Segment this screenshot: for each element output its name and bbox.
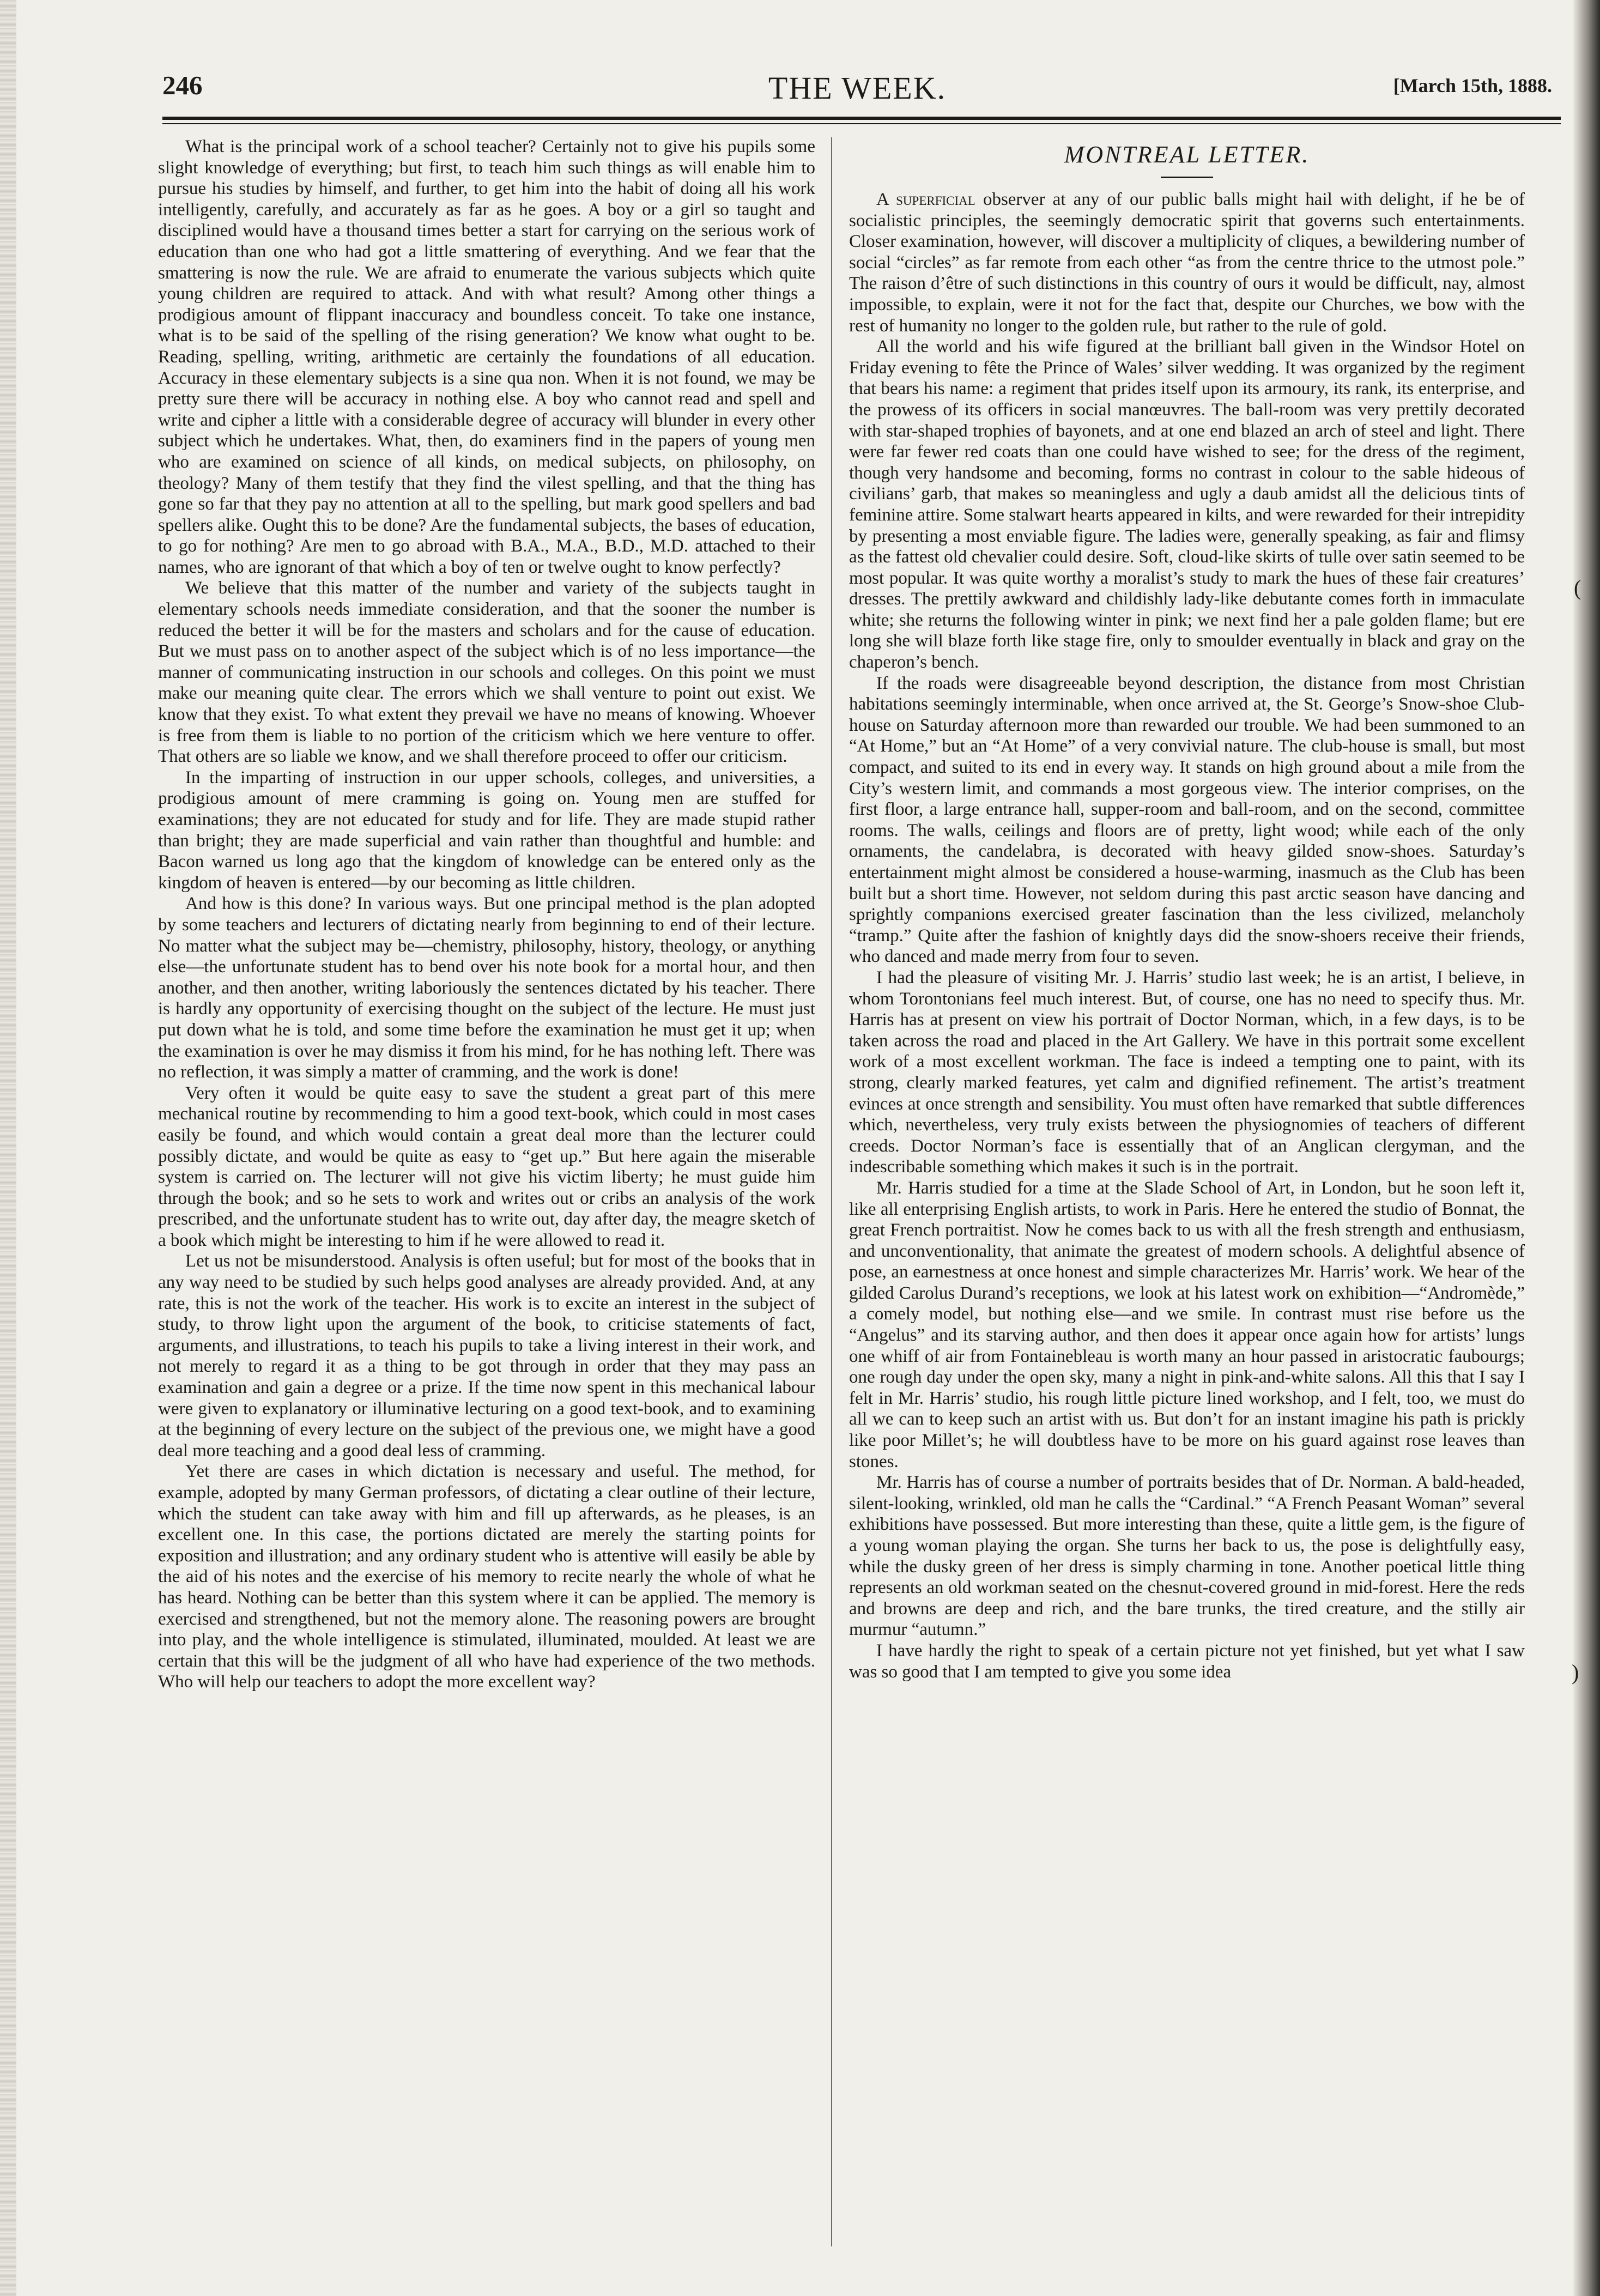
paragraph: We believe that this matter of the number and variety of the subjects taught in elementary schools needs immediate consideration, and that the sooner the number is reduced the better it will be for the masters and scholars and for the cause of education. But we must pass on to another aspect of the subject which is of no less importance—the manner of communicating instruction in our schools and colleges. On this point we must make our meaning quite clear. The errors which we shall venture to point out exist. We know that they exist. To what extent they prevail we have no means of knowing. Whoever is free from them is liable to no portion of the criticism which we here venture to offer. That others are so liable we know, and we shall therefore proceed to offer our criticism. (158, 578, 815, 767)
title-rule (1161, 177, 1213, 178)
section-title: MONTREAL LETTER. (1064, 141, 1310, 168)
margin-bracket-mark: ) (1572, 1660, 1579, 1685)
paragraph: Mr. Harris studied for a time at the Slade School of Art, in London, but he soon left it, like all enterprising English artists, to work in Paris. Here he entered the studio of Bonnat, the great French portraitist. Now he comes back to us with all the fresh strength and enthusiasm, and unconventionality, that animate the greatest of modern schools. A delightful absence of pose, an earnestness at once honest and simple characterizes Mr. Harris’ work. We hear of the gilded Carolus Durand’s receptions, we look at his latest work on exhibition—“Andromède,” a comely model, but nothing else—and we smile. In contrast must rise before us the “Angelus” and its starving author, and then does it appear once again how for artists’ lungs one whiff of air from Fontainebleau is worth many an hour passed in aristocratic faubourgs; one rough day under the open sky, many a night in pink-and-white salons. All this that I say I felt in Mr. Harris’ studio, his rough little picture lined workshop, and I felt, too, we must do all we can to keep such an artist with us. But don’t for an instant imagine his path is prickly like poor Millet’s; he will doubtless have to be more on his guard against rose leaves than stones. (849, 1178, 1525, 1471)
column-divider (831, 137, 832, 2246)
page-number: 246 (162, 70, 203, 100)
margin-bracket-mark: ( (1574, 575, 1581, 600)
paragraph-text: observer at any of our public balls might hail with delight, if he be of socialistic principles, the seemingly democratic spirit that governs such entertainments. Closer examination, however, will discover a multiplicity of cliques, a bewildering number of social “circles” as far remote from each other “as from the centre thrice to the utmost pole.” The raison d’être of such distinctions in this country of ours it would be difficult, nay, almost impossible, to explain, were it not for the fact that, despite our Churches, we bow with the rest of humanity no longer to the golden rule, but rather to the rule of gold. (849, 190, 1525, 336)
journal-title: THE WEEK. (768, 70, 947, 106)
running-head (162, 70, 1552, 108)
paragraph: What is the principal work of a school teacher? Certainly not to give his pupils some slight knowledge of everything; but first, to teach him such things as will enable him to pursue his studies by himself, and further, to get him into the habit of doing all his work intelligently, carefully, and accurately as far as he goes. A boy or a girl so taught and disciplined would have a thousand times better a start for carrying on the serious work of education than one who had got a little smattering of everything. And we fear that the smattering is now the rule. We are afraid to enumerate the various subjects which quite young children are required to attack. And with what result? Among other things a prodigious amount of flippant inaccuracy and boundless conceit. To take one instance, what is to be said of the spelling of the rising generation? We know what ought to be. Reading, spelling, writing, arithmetic are certainly the foundations of all education. Accuracy in these elementary subjects is a sine qua non. When it is not found, we may be pretty sure there will be accuracy in nothing else. A boy who cannot read and spell and write and cipher a little with a considerable degree of accuracy will blunder in every other subject which he undertakes. What, then, do examiners find in the papers of young men who are examined on science of all kinds, on medical subjects, on philosophy, on theology? Many of them testify that they find the vilest spelling, and that the thing has gone so far that they pay no attention at all to the spelling, but mark good spellers and bad spellers alike. Ought this to be done? Are the fundamental subjects, the bases of education, to go for nothing? Are men to go abroad with B.A., M.A., B.D., M.D. attached to their names, who are ignorant of that which a boy of ten or twelve ought to know perfectly? (158, 137, 815, 577)
paragraph: Mr. Harris has of course a number of portraits besides that of Dr. Norman. A bald-headed, silent-looking, wrinkled, old man he calls the “Cardinal.” “A French Peasant Woman” several exhibitions have possessed. But more interesting than these, quite a little gem, is the figure of a young woman playing the organ. She turns her back to us, the pose is delightfully easy, while the dusky green of her dress is simply charming in tone. Another poetical little thing represents an old workman seated on the chesnut-covered ground in mid-forest. Here the reds and browns are deep and rich, and the bare trunks, the tired creature, and the stilly air murmur “autumn.” (849, 1473, 1525, 1640)
paragraph: I had the pleasure of visiting Mr. J. Harris’ studio last week; he is an artist, I believe, in whom Torontonians feel much interest. But, of course, one has no need to specify thus. Mr. Harris has at present on view his portrait of Doctor Norman, which, in a few days, is to be taken across the road and placed in the Art Gallery. We have in this portrait some excellent work of a most excellent workman. The face is indeed a tempting one to paint, with its strong, clearly marked features, yet calm and dignified refinement. The artist’s treatment evinces at once strength and sensibility. You must often have remarked that subtle differences which, nevertheless, very truly exists between the physiognomies of teachers of different creeds. Doctor Norman’s face is essentially that of an Anglican clergyman, and the indescribable something which makes it such is in the portrait. (849, 967, 1525, 1177)
issue-date: [March 15th, 1888. (1393, 75, 1552, 96)
paragraph: Let us not be misunderstood. Analysis is often useful; but for most of the books that in any way need to be studied by such helps good analyses are already provided. And, at any rate, this is not the work of the teacher. His work is to excite an interest in the subject of study, to throw light upon the argument of the book, to criticise statements of fact, arguments, and illustrations, to teach his pupils to take a living interest in their work, and not merely to regard it as a thing to be got through in order that they may pass an examination and gain a degree or a prize. If the time now spent in this mechanical labour were given to explanatory or illuminative lecturing on a good text-book, and to examining at the beginning of every lecture on the subject of the previous one, we might have a good deal more teaching and a good deal less of cramming. (158, 1251, 815, 1461)
paragraph: Yet there are cases in which dictation is necessary and useful. The method, for example, adopted by many German professors, of dictating a clear outline of their lecture, which the student can take away with him and fill up afterwards, as he pleases, is an excellent one. In this case, the portions dictated are merely the starting points for exposition and illustration; and any ordinary student who is attentive will easily be able by the aid of his notes and the exercise of his memory to recite nearly the whole of what he has heard. Nothing can be better than this system where it can be applied. The memory is exercised and strengthened, but not the memory alone. The reasoning powers are brought into play, and the whole intelligence is stimulated, illuminated, moulded. At least we are certain that this will be the judgment of all who have had experience of the two methods. Who will help our teachers to adopt the more excellent way? (158, 1462, 815, 1692)
right-column (849, 136, 1525, 1682)
paragraph: I have hardly the right to speak of a certain picture not yet finished, but yet what I saw was so good that I am tempted to give you some idea (849, 1640, 1525, 1682)
page-edge-left (0, 0, 16, 2296)
paragraph (849, 189, 1525, 336)
header-rule (162, 117, 1561, 120)
left-column (158, 136, 815, 1693)
header-rule-thin (162, 123, 1561, 124)
paragraph: In the imparting of instruction in our upper schools, colleges, and universities, a prodigious amount of mere cramming is going on. Young men are stuffed for examinations; they are not educated for study and for life. They are made stupid rather than bright; they are made superficial and vain rather than thoughtful and humble: and Bacon warned us long ago that the kingdom of knowledge can be entered only as the kingdom of heaven is entered—by our becoming as little children. (158, 767, 815, 893)
paragraph: All the world and his wife figured at the brilliant ball given in the Windsor Hotel on Friday evening to fête the Prince of Wales’ silver wedding. It was organized by the regiment that bears his name: a regiment that prides itself upon its armoury, its rank, its enterprise, and the prowess of its officers in social manœuvres. The ball-room was very prettily decorated with star-shaped trophies of bayonets, and at one end blazed an arch of steel and light. There were far fewer red coats than one could have wished to see; for the dress of the regiment, though very handsome and becoming, forms no contrast in colour to the sable hideous of civilians’ garb, that makes so meaningless and ugly a daub amidst all the delicious tints of feminine attire. Some stalwart hearts appeared in kilts, and were rewarded for their intrepidity by presenting a most enviable figure. The ladies were, generally speaking, as fair and flimsy as the fattest old chevalier could desire. Soft, cloud-like skirts of tulle over satin seemed to be most popular. It was quite worthy a moralist’s study to mark the hues of these fair creatures’ dresses. The prettily awkward and childishly lady-like debutante comes forth in immaculate white; she returns the following winter in pink; we next find her a pale golden flame; but ere long she will blaze forth like stage fire, only to smoulder eventually in black and gray on the chaperon’s bench. (849, 337, 1525, 673)
paragraph: Very often it would be quite easy to save the student a great part of this mere mechanical routine by recommending to him a good text-book, which could in most cases easily be found, and which would contain a great deal more than the lecturer could possibly dictate, and would be quite as easy to “get up.” But here again the miserable system is carried on. The lecturer will not give his victim liberty; he must guide him through the book; and so he sets to work and writes out or cribs an analysis of the work prescribed, and the unfortunate student has to write out, day after day, the meagre sketch of a book which might be interesting to him if he were allowed to read it. (158, 1083, 815, 1250)
paragraph: If the roads were disagreeable beyond description, the distance from most Christian habitations seemingly interminable, when once arrived at, the St. George’s Snow-shoe Club-house on Saturday afternoon more than rewarded our trouble. We had been summoned to an “At Home,” but an “At Home” of a very convivial nature. The club-house is small, but most compact, and suited to its end in every way. It stands on high ground about a mile from the City’s western limit, and commands a most gorgeous view. The interior comprises, on the first floor, a large entrance hall, supper-room and ball-room, and on the second, committee rooms. The walls, ceilings and floors are of pretty, light wood; while each of the only ornaments, the candelabra, is decorated with heavy gilded snow-shoes. Saturday’s entertainment might almost be considered a house-warming, inasmuch as the Club has been built but a short time. However, not seldom during this past arctic season have dancing and sprightly companions exercised greater fascination than the less civilized, melancholy “tramp.” Quite after the fashion of knightly days did the snow-shoers receive their friends, who danced and made merry from four to seven. (849, 673, 1525, 967)
lead-words: A superficial (876, 190, 975, 209)
binding-edge-right (1573, 0, 1600, 2296)
paragraph: And how is this done? In various ways. But one principal method is the plan adopted by some teachers and lecturers of dictating nearly from beginning to end of their lecture. No matter what the subject may be—chemistry, philosophy, history, theology, or anything else—the unfortunate student has to bend over his note book for a mortal hour, and then another, and then another, writing laboriously the sentences dictated by his teacher. There is hardly any opportunity of exercising thought on the subject of the lecture. He must just put down what he is told, and some time before the examination he must get it up; when the examination is over he may dismiss it from his mind, for he has nothing left. There was no reflection, it was simply a matter of cramming, and the work is done! (158, 894, 815, 1082)
